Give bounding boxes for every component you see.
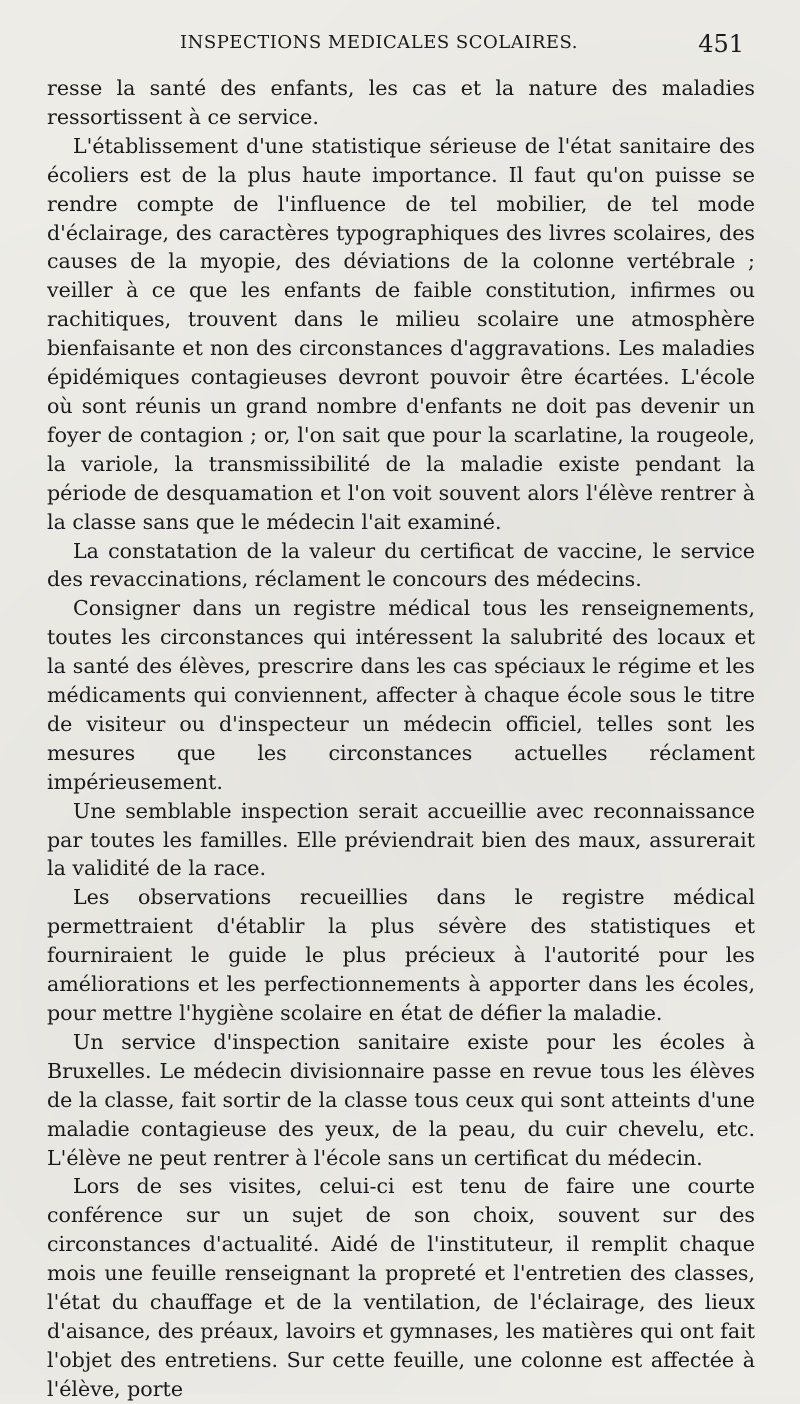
- paragraph: Lors de ses visites, celui-ci est tenu de faire une courte conférence sur un sujet de son choix, souvent sur des circonstances d'actualité. Aidé de l'instituteur, il remplit chaque mois une feuille renseignant la propreté et l'entretien des classes, l'état du chauffage et de la ventilation, de l'éclairage, des lieux d'aisance, des préaux, lavoirs et gymnases, les matières qui ont fait l'objet des entretiens. Sur cette feuille, une colonne est affectée à l'élève, porte: [47, 1174, 755, 1401]
- paragraph: Les observations recueillies dans le registre médical permettraient d'établir la plus sévère des statistiques et fourniraient le guide le plus précieux à l'autorité pour les améliorations et les perfectionnements à apporter dans les écoles, pour mettre l'hygiène scolaire en état de défier la maladie.: [47, 885, 755, 1025]
- running-title: INSPECTIONS MEDICALES SCOLAIRES.: [180, 32, 578, 53]
- paragraph: Un service d'inspection sanitaire existe pour les écoles à Bruxelles. Le médecin divisionnaire passe en revue tous les élèves de la classe, fait sortir de la classe tous ceux qui sont atteints d'une maladie contagieuse des yeux, de la peau, du cuir chevelu, etc. L'élève ne peut rentrer à l'école sans un certificat du médecin.: [47, 1029, 755, 1170]
- page-number: 451: [698, 30, 744, 58]
- paragraph: La constatation de la valeur du certificat de vaccine, le service des revaccinations, réclament le concours des médecins.: [47, 538, 755, 592]
- body-text: [47, 74, 755, 1404]
- paragraph: L'établissement d'une statistique sérieuse de l'état sanitaire des écoliers est de la plus haute importance. Il faut qu'on puisse se rendre compte de l'influence de tel mobilier, de tel mode d'éclairage, des caractères typographiques des livres scolaires, des causes de la myopie, des déviations de la colonne vertébrale ; veiller à ce que les enfants de faible constitution, infirmes ou rachitiques, trouvent dans le milieu scolaire une atmosphère bienfaisante et non des circonstances d'aggravations. Les maladies épidémiques contagieuses devront pouvoir être écartées. L'école où sont réunis un grand nombre d'enfants ne doit pas devenir un foyer de contagion ; or, l'on sait que pour la scarlatine, la rougeole, la variole, la transmissibilité de la maladie existe pendant la période de desquamation et l'on voit souvent alors l'élève rentrer à la classe sans que le médecin l'ait examiné.: [47, 133, 755, 534]
- paragraph-continued: resse la santé des enfants, les cas et la nature des maladies ressortissent à ce service.: [47, 76, 755, 129]
- paragraph: Une semblable inspection serait accueillie avec reconnaissance par toutes les familles. Elle préviendrait bien des maux, assurerait la validité de la race.: [47, 798, 755, 881]
- paragraph: Consigner dans un registre médical tous les renseignements, toutes les circonstances qui intéressent la salubrité des locaux et la santé des élèves, prescrire dans les cas spéciaux le régime et les médicaments qui conviennent, affecter à chaque école sous le titre de visiteur ou d'inspecteur un médecin officiel, telles sont les mesures que les circonstances actuelles réclament impérieusement.: [47, 596, 755, 794]
